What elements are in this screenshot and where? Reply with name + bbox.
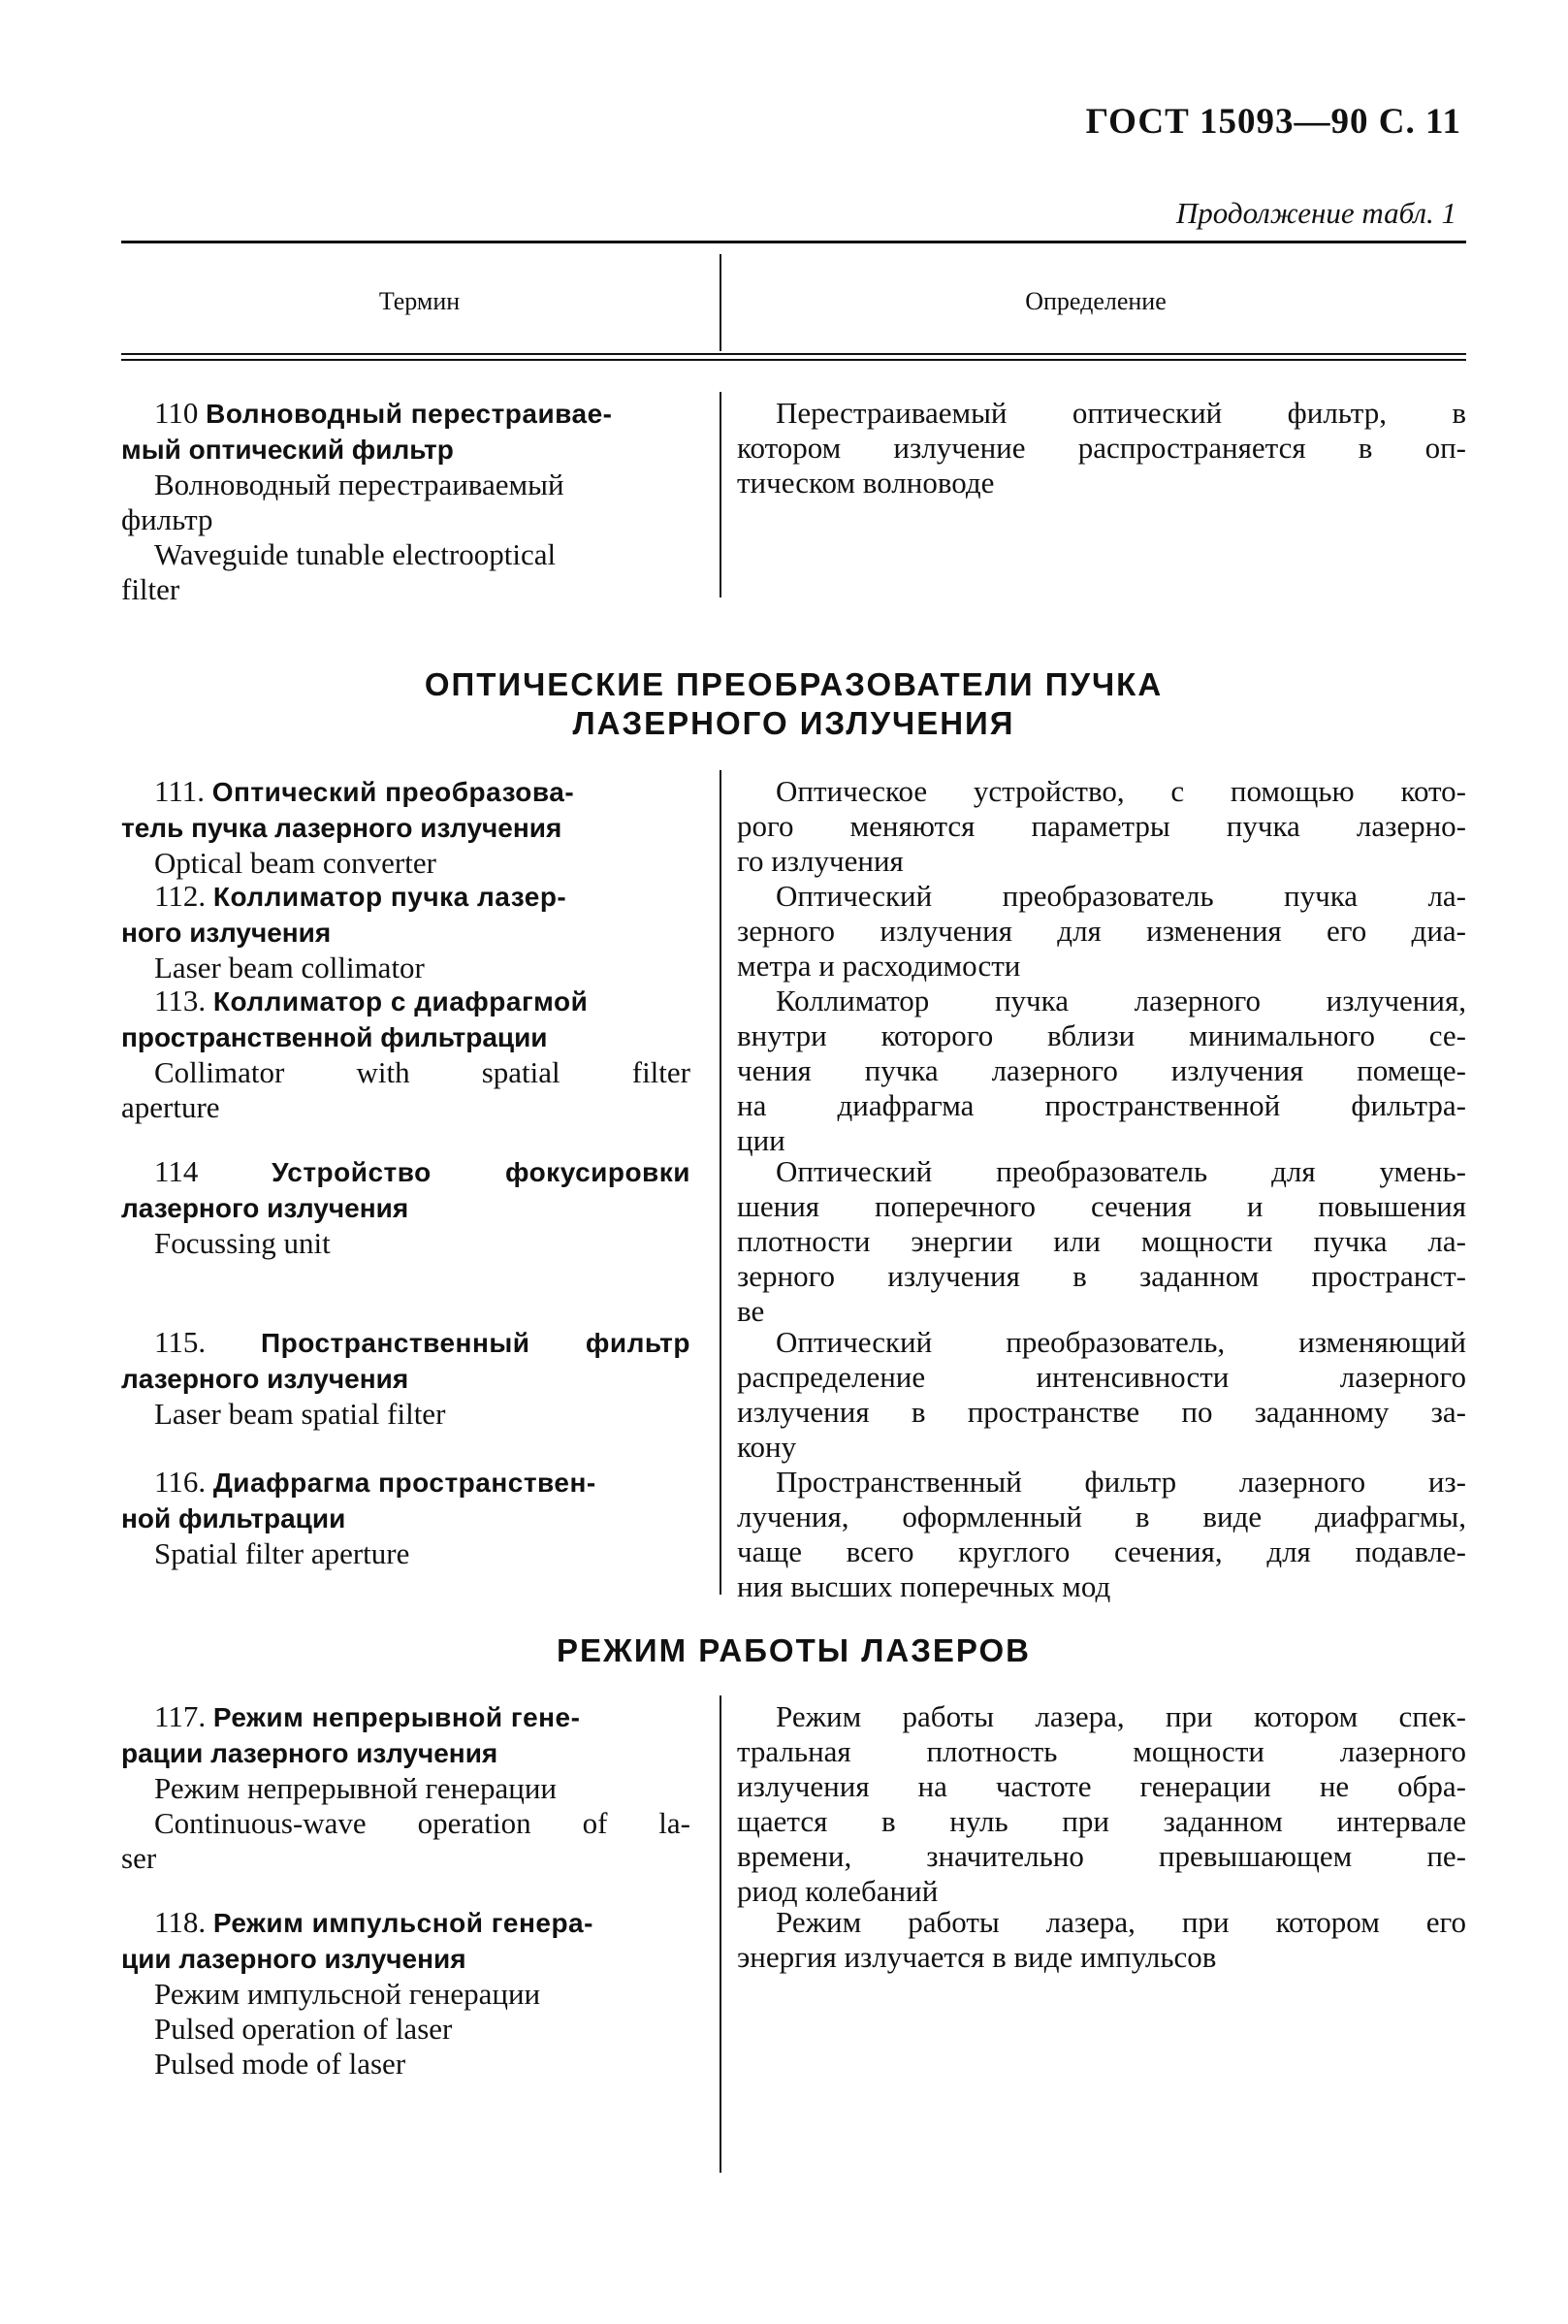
- term-number: 111.: [154, 774, 205, 808]
- term-english: Optical beam converter: [154, 846, 436, 880]
- definition-line: Оптическое устройство, с помощью кото-: [776, 774, 1466, 808]
- term-title: Коллиматор пучка лазер-: [212, 882, 567, 912]
- definition-line: распределение интенсивности лазерного: [737, 1360, 1466, 1394]
- table-continuation-label: Продолжение табл. 1: [1175, 196, 1456, 230]
- term-english: aperture: [121, 1090, 220, 1124]
- term-title: тель пучка лазерного излучения: [121, 813, 562, 843]
- term-title: Режим непрерывной гене-: [212, 1702, 581, 1732]
- term-title: Волноводный перестраивае-: [206, 399, 613, 429]
- term-number: 110: [154, 396, 199, 430]
- definition-110: [737, 396, 1466, 500]
- term-title: лазерного излучения: [121, 1193, 409, 1223]
- section-title-beam-converters: [121, 665, 1466, 743]
- definition-116: [737, 1465, 1466, 1604]
- term-entry-114: [121, 1154, 690, 1261]
- definition-line: шения поперечного сечения и повышения: [737, 1189, 1466, 1223]
- definition-line: внутри которого вблизи минимального се-: [737, 1018, 1466, 1052]
- column-header-definition: Определение: [1025, 287, 1167, 315]
- table-top-rule: [121, 241, 1466, 243]
- definition-line: энергия излучается в виде импульсов: [737, 1940, 1217, 1974]
- column-divider: [720, 254, 721, 351]
- definition-line: чения пучка лазерного излучения помеще-: [737, 1053, 1466, 1087]
- definition-line: зерного излучения для изменения его диа-: [737, 914, 1466, 948]
- term-number: 114: [154, 1154, 199, 1188]
- term-english: filter: [121, 572, 180, 606]
- definition-line: Оптический преобразователь, изменяющий: [776, 1325, 1466, 1359]
- term-entry-112: [121, 879, 690, 985]
- page-header: ГОСТ 15093—90 С. 11: [1085, 102, 1461, 142]
- term-title: лазерного излучения: [121, 1364, 409, 1394]
- definition-line: тральная плотность мощности лазерного: [737, 1734, 1466, 1768]
- column-header-term: Термин: [378, 287, 461, 315]
- definition-112: [737, 879, 1466, 984]
- term-title: ного излучения: [121, 918, 332, 948]
- term-english: Focussing unit: [154, 1226, 331, 1260]
- term-title: рации лазерного излучения: [121, 1738, 498, 1768]
- term-entry-111: [121, 774, 690, 881]
- definition-line: Оптический преобразователь пучка ла-: [776, 879, 1466, 913]
- term-entry-118: [121, 1905, 690, 2082]
- term-synonym: Режим непрерывной генерации: [154, 1771, 558, 1805]
- term-title: Пространственный фильтр: [261, 1328, 690, 1358]
- section-title-line: РЕЖИМ РАБОТЫ ЛАЗЕРОВ: [557, 1632, 1031, 1668]
- definition-line: Режим работы лазера, при котором спек-: [776, 1699, 1466, 1733]
- definition-line: котором излучение распространяется в оп-: [737, 431, 1466, 465]
- term-title: Устройство фокусировки: [272, 1157, 690, 1187]
- definition-line: ния высших поперечных мод: [737, 1569, 1111, 1603]
- term-number: 115.: [154, 1325, 207, 1359]
- term-title: Оптический преобразова-: [211, 777, 575, 807]
- definition-line: Режим работы лазера, при котором его: [776, 1905, 1466, 1939]
- term-english: Continuous-wave operation of la-: [154, 1806, 690, 1840]
- definition-line: лучения, оформленный в виде диафрагмы,: [737, 1500, 1466, 1533]
- term-english: Spatial filter aperture: [154, 1536, 410, 1570]
- definition-line: рого меняются параметры пучка лазерно-: [737, 809, 1466, 843]
- term-title: ной фильтрации: [121, 1503, 346, 1533]
- term-english: ser: [121, 1841, 157, 1875]
- definition-line: ве: [737, 1294, 765, 1328]
- definition-line: излучения на частоте генерации не обра-: [737, 1769, 1466, 1803]
- term-english: Pulsed operation of laser: [154, 2012, 453, 2046]
- term-number: 117.: [154, 1699, 207, 1733]
- term-number: 118.: [154, 1905, 207, 1939]
- term-number: 116.: [154, 1465, 207, 1499]
- section-title-line: ОПТИЧЕСКИЕ ПРЕОБРАЗОВАТЕЛИ ПУЧКА: [424, 666, 1164, 702]
- term-entry-110: [121, 396, 690, 607]
- term-title: мый оптический фильтр: [121, 435, 454, 465]
- definition-line: Оптический преобразователь для умень-: [776, 1154, 1466, 1188]
- definition-line: риод колебаний: [737, 1874, 939, 1908]
- term-number: 113.: [154, 984, 207, 1017]
- term-synonym: Режим импульсной генерации: [154, 1977, 541, 2011]
- definition-115: [737, 1325, 1466, 1465]
- term-english: Waveguide tunable electrooptical: [154, 537, 557, 571]
- definition-line: го излучения: [737, 844, 904, 878]
- definition-line: плотности энергии или мощности пучка ла-: [737, 1224, 1466, 1258]
- term-english: Pulsed mode of laser: [154, 2047, 406, 2081]
- term-title: Режим импульсной генера-: [212, 1908, 593, 1938]
- term-title: Диафрагма пространствен-: [212, 1468, 596, 1498]
- term-english: Laser beam spatial filter: [154, 1397, 446, 1431]
- header-rule-1: [121, 353, 1466, 355]
- section-title-line: ЛАЗЕРНОГО ИЗЛУЧЕНИЯ: [572, 705, 1015, 741]
- term-english: Laser beam collimator: [154, 951, 425, 984]
- term-number: 112.: [154, 879, 207, 913]
- term-entry-116: [121, 1465, 690, 1571]
- column-divider: [720, 392, 721, 597]
- term-entry-115: [121, 1325, 690, 1432]
- definition-line: Перестраиваемый оптический фильтр, в: [776, 396, 1466, 430]
- definition-line: времени, значительно превышающем пе-: [737, 1839, 1466, 1873]
- definition-line: кону: [737, 1430, 797, 1464]
- definition-line: Пространственный фильтр лазерного из-: [776, 1465, 1466, 1499]
- definition-line: чаще всего круглого сечения, для подавле-: [737, 1534, 1466, 1568]
- definition-line: излучения в пространстве по заданному за-: [737, 1395, 1466, 1429]
- column-divider: [720, 770, 721, 1595]
- definition-111: [737, 774, 1466, 879]
- definition-line: ции: [737, 1123, 785, 1157]
- section-title-laser-modes: [121, 1631, 1466, 1670]
- definition-117: [737, 1699, 1466, 1909]
- definition-line: тическом волноводе: [737, 466, 995, 500]
- term-synonym: Волноводный перестраиваемый: [154, 468, 564, 501]
- definition-line: зерного излучения в заданном пространст-: [737, 1259, 1466, 1293]
- definition-line: метра и расходимости: [737, 949, 1021, 983]
- term-entry-113: [121, 984, 690, 1125]
- term-title: Коллиматор с диафрагмой: [212, 986, 589, 1017]
- header-rule-2: [121, 359, 1466, 361]
- term-title: пространственной фильтрации: [121, 1022, 548, 1052]
- term-english: Collimator with spatial filter: [154, 1055, 690, 1089]
- term-synonym: фильтр: [121, 502, 213, 536]
- definition-114: [737, 1154, 1466, 1329]
- definition-113: [737, 984, 1466, 1158]
- definition-line: Коллиматор пучка лазерного излучения,: [776, 984, 1466, 1017]
- column-divider: [720, 1695, 721, 2173]
- term-title: ции лазерного излучения: [121, 1944, 466, 1974]
- definition-118: [737, 1905, 1466, 1975]
- definition-line: на диафрагма пространственной фильтра-: [737, 1088, 1466, 1122]
- term-entry-117: [121, 1699, 690, 1876]
- definition-line: щается в нуль при заданном интервале: [737, 1804, 1466, 1838]
